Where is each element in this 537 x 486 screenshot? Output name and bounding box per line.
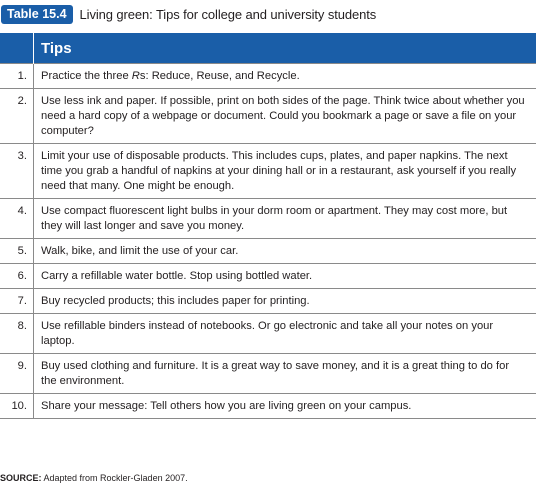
row-number: 2. [0,89,34,144]
tip-text: Buy recycled products; this includes paper for printing. [34,289,537,314]
table-row [0,89,536,144]
tip-text: Buy used clothing and furniture. It is a great way to save money, and it is a great thing to do for the environment. [34,354,537,394]
table-row [0,239,536,264]
table-row [0,314,536,354]
row-number: 6. [0,264,34,289]
row-number: 4. [0,199,34,239]
table-row [0,354,536,394]
row-number: 1. [0,64,34,89]
tip-text: Use compact fluorescent light bulbs in your dorm room or apartment. They may cost more, but they will last longer and save you money. [34,199,537,239]
tips-column-header: Tips [34,33,537,64]
table-title: Living green: Tips for college and university students [79,6,377,22]
table-row [0,199,536,239]
row-number: 9. [0,354,34,394]
table-caption [0,4,376,24]
row-number: 8. [0,314,34,354]
table-row [0,144,536,199]
table-row [0,289,536,314]
table-row [0,64,536,89]
tip-text: Use less ink and paper. If possible, print on both sides of the page. Think twice about whether you need a hard copy of a webpage or document. Could you bookmark a page or save a file on your computer? [34,89,537,144]
row-number: 7. [0,289,34,314]
tip-text: Share your message: Tell others how you are living green on your campus. [34,394,537,419]
row-number: 3. [0,144,34,199]
source-text: Adapted from Rockler-Gladen 2007. [41,473,188,483]
number-column-header [0,33,34,64]
source-label: SOURCE: [0,473,42,483]
table-row [0,394,536,419]
source-note [0,473,188,484]
row-number: 5. [0,239,34,264]
table-row [0,264,536,289]
tips-table [0,33,536,419]
tip-text: Use refillable binders instead of notebooks. Or go electronic and take all your notes on your laptop. [34,314,537,354]
table-number-badge: Table 15.4 [1,5,73,24]
table-header-row [0,33,536,64]
tip-text: Limit your use of disposable products. This includes cups, plates, and paper napkins. The next time you grab a handful of napkins at your dining hall or in a restaurant, ask yourself if you really need that many. One might be enough. [34,144,537,199]
tip-text: Carry a refillable water bottle. Stop using bottled water. [34,264,537,289]
tip-text: Walk, bike, and limit the use of your car. [34,239,537,264]
tip-text: Practice the three Rs: Reduce, Reuse, and Recycle. [34,64,537,89]
row-number: 10. [0,394,34,419]
